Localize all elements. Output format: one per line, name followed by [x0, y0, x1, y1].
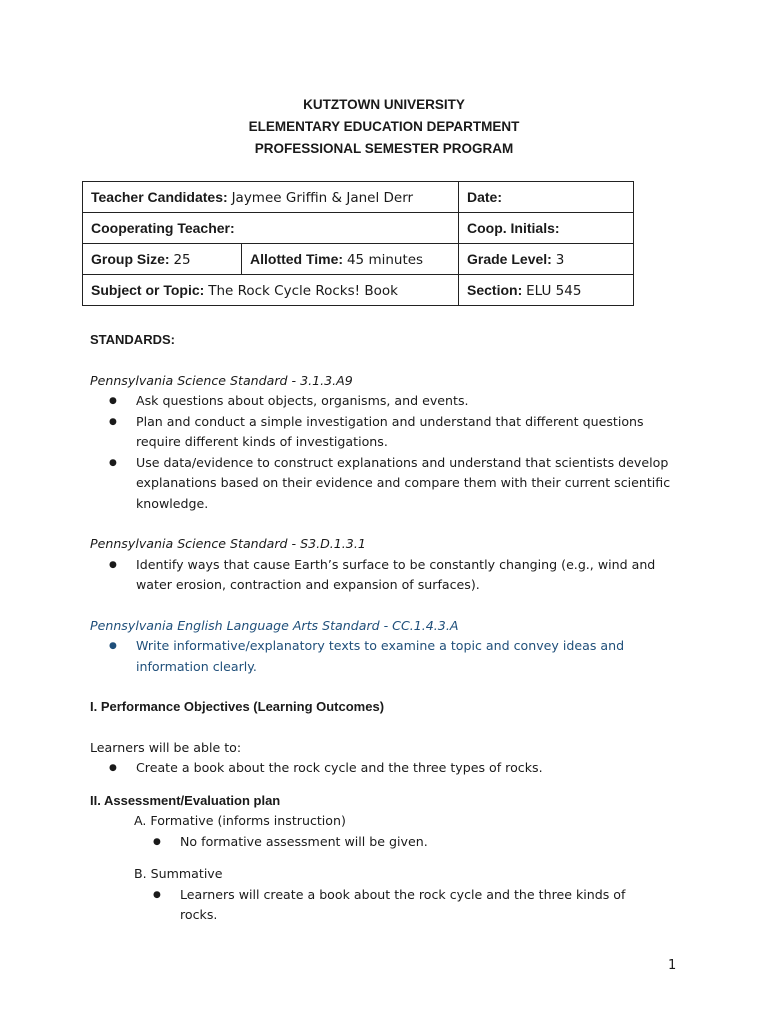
list-item: ● Identify ways that cause Earth’s surface to be constantly changing (e.g., wind and water erosion, contraction and expansion of surfaces).: [136, 555, 690, 596]
date-label: Date:: [467, 189, 503, 205]
summative-label: B. Summative: [134, 866, 223, 881]
coop-initials-cell: [459, 213, 634, 244]
section-value: ELU 545: [526, 282, 582, 299]
subject-topic-label: Subject or Topic:: [91, 281, 205, 298]
standard-ela-list: [90, 636, 690, 677]
header-program: PROFESSIONAL SEMESTER PROGRAM: [254, 141, 514, 156]
grade-level-cell: [459, 244, 634, 275]
page-number: 1: [668, 958, 677, 973]
list-item: ● Ask questions about objects, organisms, and events.: [136, 391, 690, 412]
lesson-info-table: [82, 181, 634, 306]
list-item: ● Plan and conduct a simple investigation and understand that different questions require different kinds of investigations.: [136, 412, 690, 453]
header-department: ELEMENTARY EDUCATION DEPARTMENT: [248, 119, 520, 134]
allotted-time-cell: [242, 244, 459, 275]
objectives-heading: I. Performance Objectives (Learning Outcomes): [90, 699, 385, 714]
group-size-cell: [83, 244, 242, 275]
standards-heading: STANDARDS:: [90, 332, 175, 347]
objectives-list: [90, 758, 690, 779]
summative-list: [90, 885, 690, 926]
standard-science-2-list: [90, 555, 690, 596]
standard-title-science-1: Pennsylvania Science Standard - 3.1.3.A9: [90, 372, 353, 388]
list-item: ● Write informative/explanatory texts to examine a topic and convey ideas and information clearly.: [136, 636, 690, 677]
subject-topic-cell: [83, 275, 459, 306]
teacher-candidates-label: Teacher Candidates:: [91, 188, 228, 205]
allotted-time-value: 45 minutes: [346, 251, 424, 268]
formative-list: [90, 832, 690, 853]
coop-initials-label: Coop. Initials:: [467, 220, 560, 236]
list-item: ● Create a book about the rock cycle and the three types of rocks.: [136, 758, 690, 779]
allotted-time-label: Allotted Time:: [250, 250, 344, 267]
standard-science-1-list: [90, 391, 690, 514]
document-header: [0, 94, 768, 160]
header-university: KUTZTOWN UNIVERSITY: [303, 97, 465, 112]
group-size-value: 25: [173, 251, 191, 268]
cooperating-teacher-cell: [83, 213, 459, 244]
standard-title-ela: Pennsylvania English Language Arts Standard - CC.1.4.3.A: [90, 617, 459, 633]
grade-level-value: 3: [555, 251, 565, 268]
date-cell: [459, 182, 634, 213]
document-body: [90, 330, 690, 926]
cooperating-teacher-label: Cooperating Teacher:: [91, 220, 235, 236]
standard-title-science-2: Pennsylvania Science Standard - S3.D.1.3.1: [90, 536, 366, 551]
objectives-intro: Learners will be able to:: [90, 739, 242, 755]
section-cell: [459, 275, 634, 306]
formative-label: A. Formative (informs instruction): [134, 813, 346, 828]
list-item: ● Use data/evidence to construct explanations and understand that scientists develop explanations based on their evidence and compare them with their current scientific knowledge.: [136, 453, 690, 515]
section-label: Section:: [467, 281, 523, 298]
teacher-candidates-value: Jaymee Griffin & Janel Derr: [231, 189, 414, 206]
group-size-label: Group Size:: [91, 250, 170, 267]
list-item: ● Learners will create a book about the rock cycle and the three kinds of rocks.: [180, 885, 630, 926]
list-item: ● No formative assessment will be given.: [180, 832, 690, 853]
grade-level-label: Grade Level:: [467, 250, 552, 267]
teacher-candidates-cell: [83, 182, 459, 213]
subject-topic-value: The Rock Cycle Rocks! Book: [208, 282, 398, 299]
assessment-heading: II. Assessment/Evaluation plan: [90, 792, 281, 808]
